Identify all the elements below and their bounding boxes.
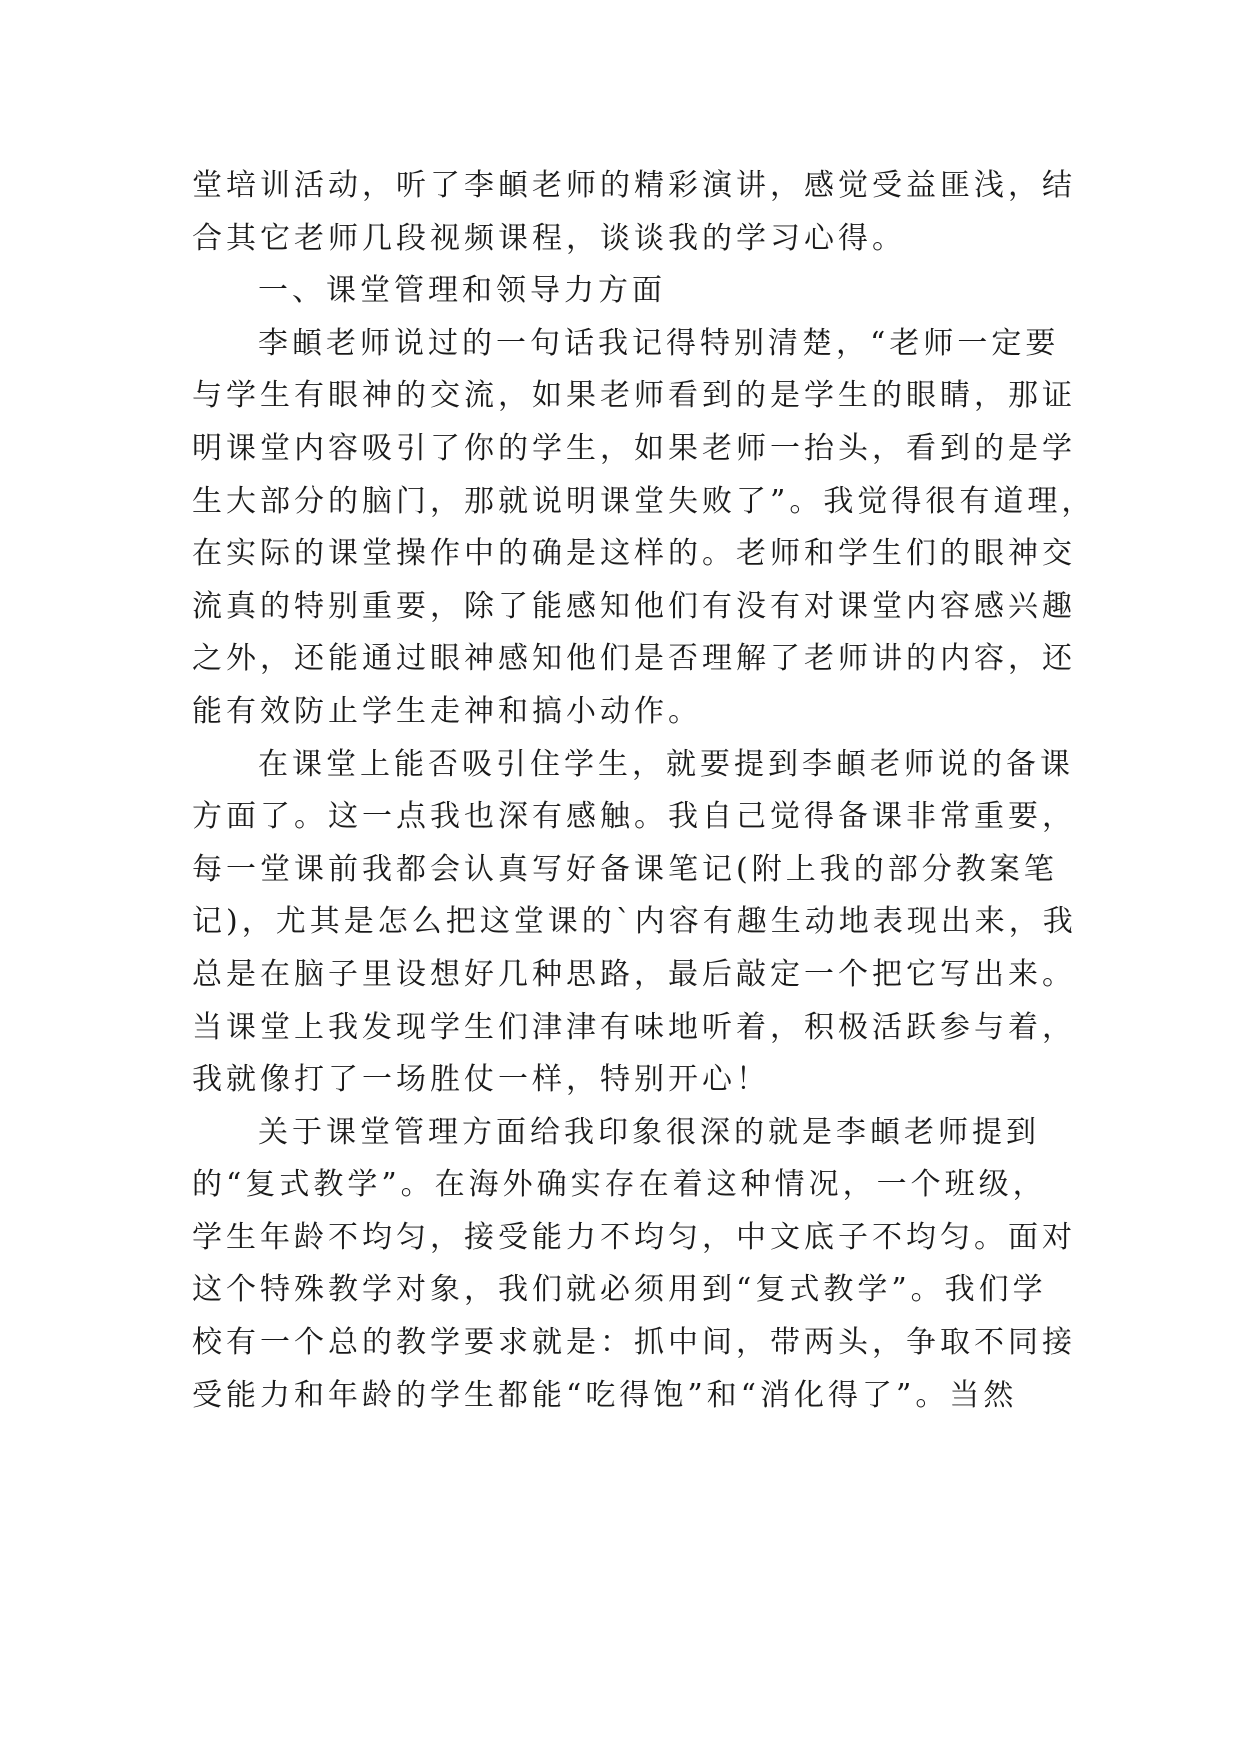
text-line: 明课堂内容吸引了你的学生，如果老师一抬头，看到的是学 xyxy=(192,430,1076,466)
section-heading: 一、课堂管理和领导力方面 xyxy=(258,273,666,309)
text-line: 总是在脑子里设想好几种思路，最后敲定一个把它写出来。 xyxy=(192,956,1076,992)
text-line: 在实际的课堂操作中的确是这样的。老师和学生们的眼神交 xyxy=(192,536,1076,572)
text-line: 这个特殊教学对象，我们就必须用到“复式教学”。我们学 xyxy=(192,1272,1047,1308)
body-text xyxy=(192,160,1096,1422)
text-line: 合其它老师几段视频课程，谈谈我的学习心得。 xyxy=(192,220,906,256)
text-line: 在课堂上能否吸引住学生，就要提到李頔老师说的备课 xyxy=(258,746,1074,782)
text-line: 与学生有眼神的交流，如果老师看到的是学生的眼睛，那证 xyxy=(192,378,1076,414)
text-line: 流真的特别重要，除了能感知他们有没有对课堂内容感兴趣 xyxy=(192,588,1076,624)
text-line: 受能力和年龄的学生都能“吃得饱”和“消化得了”。当然 xyxy=(192,1377,1018,1413)
text-line: 生大部分的脑门，那就说明课堂失败了”。我觉得很有道理， xyxy=(192,483,1096,519)
text-line: 每一堂课前我都会认真写好备课笔记(附上我的部分教案笔 xyxy=(192,851,1058,887)
text-line: 学生年龄不均匀，接受能力不均匀，中文底子不均匀。面对 xyxy=(192,1219,1076,1255)
text-line: 记)，尤其是怎么把这堂课的`内容有趣生动地表现出来，我 xyxy=(192,904,1077,940)
text-line: 堂培训活动，听了李頔老师的精彩演讲，感觉受益匪浅，结 xyxy=(192,168,1076,203)
text-line: 的“复式教学”。在海外确实存在着这种情况，一个班级， xyxy=(192,1167,1047,1203)
text-line: 当课堂上我发现学生们津津有味地听着，积极活跃参与着， xyxy=(192,1009,1076,1045)
text-line: 能有效防止学生走神和搞小动作。 xyxy=(192,693,702,729)
text-line: 校有一个总的教学要求就是：抓中间，带两头，争取不同接 xyxy=(192,1325,1076,1361)
text-line: 李頔老师说过的一句话我记得特别清楚，“老师一定要 xyxy=(258,325,1060,361)
text-line: 之外，还能通过眼神感知他们是否理解了老师讲的内容，还 xyxy=(192,641,1076,677)
text-line: 我就像打了一场胜仗一样，特别开心！ xyxy=(192,1062,770,1098)
text-line: 方面了。这一点我也深有感触。我自己觉得备课非常重要， xyxy=(192,799,1076,835)
text-line: 关于课堂管理方面给我印象很深的就是李頔老师提到 xyxy=(258,1114,1040,1150)
